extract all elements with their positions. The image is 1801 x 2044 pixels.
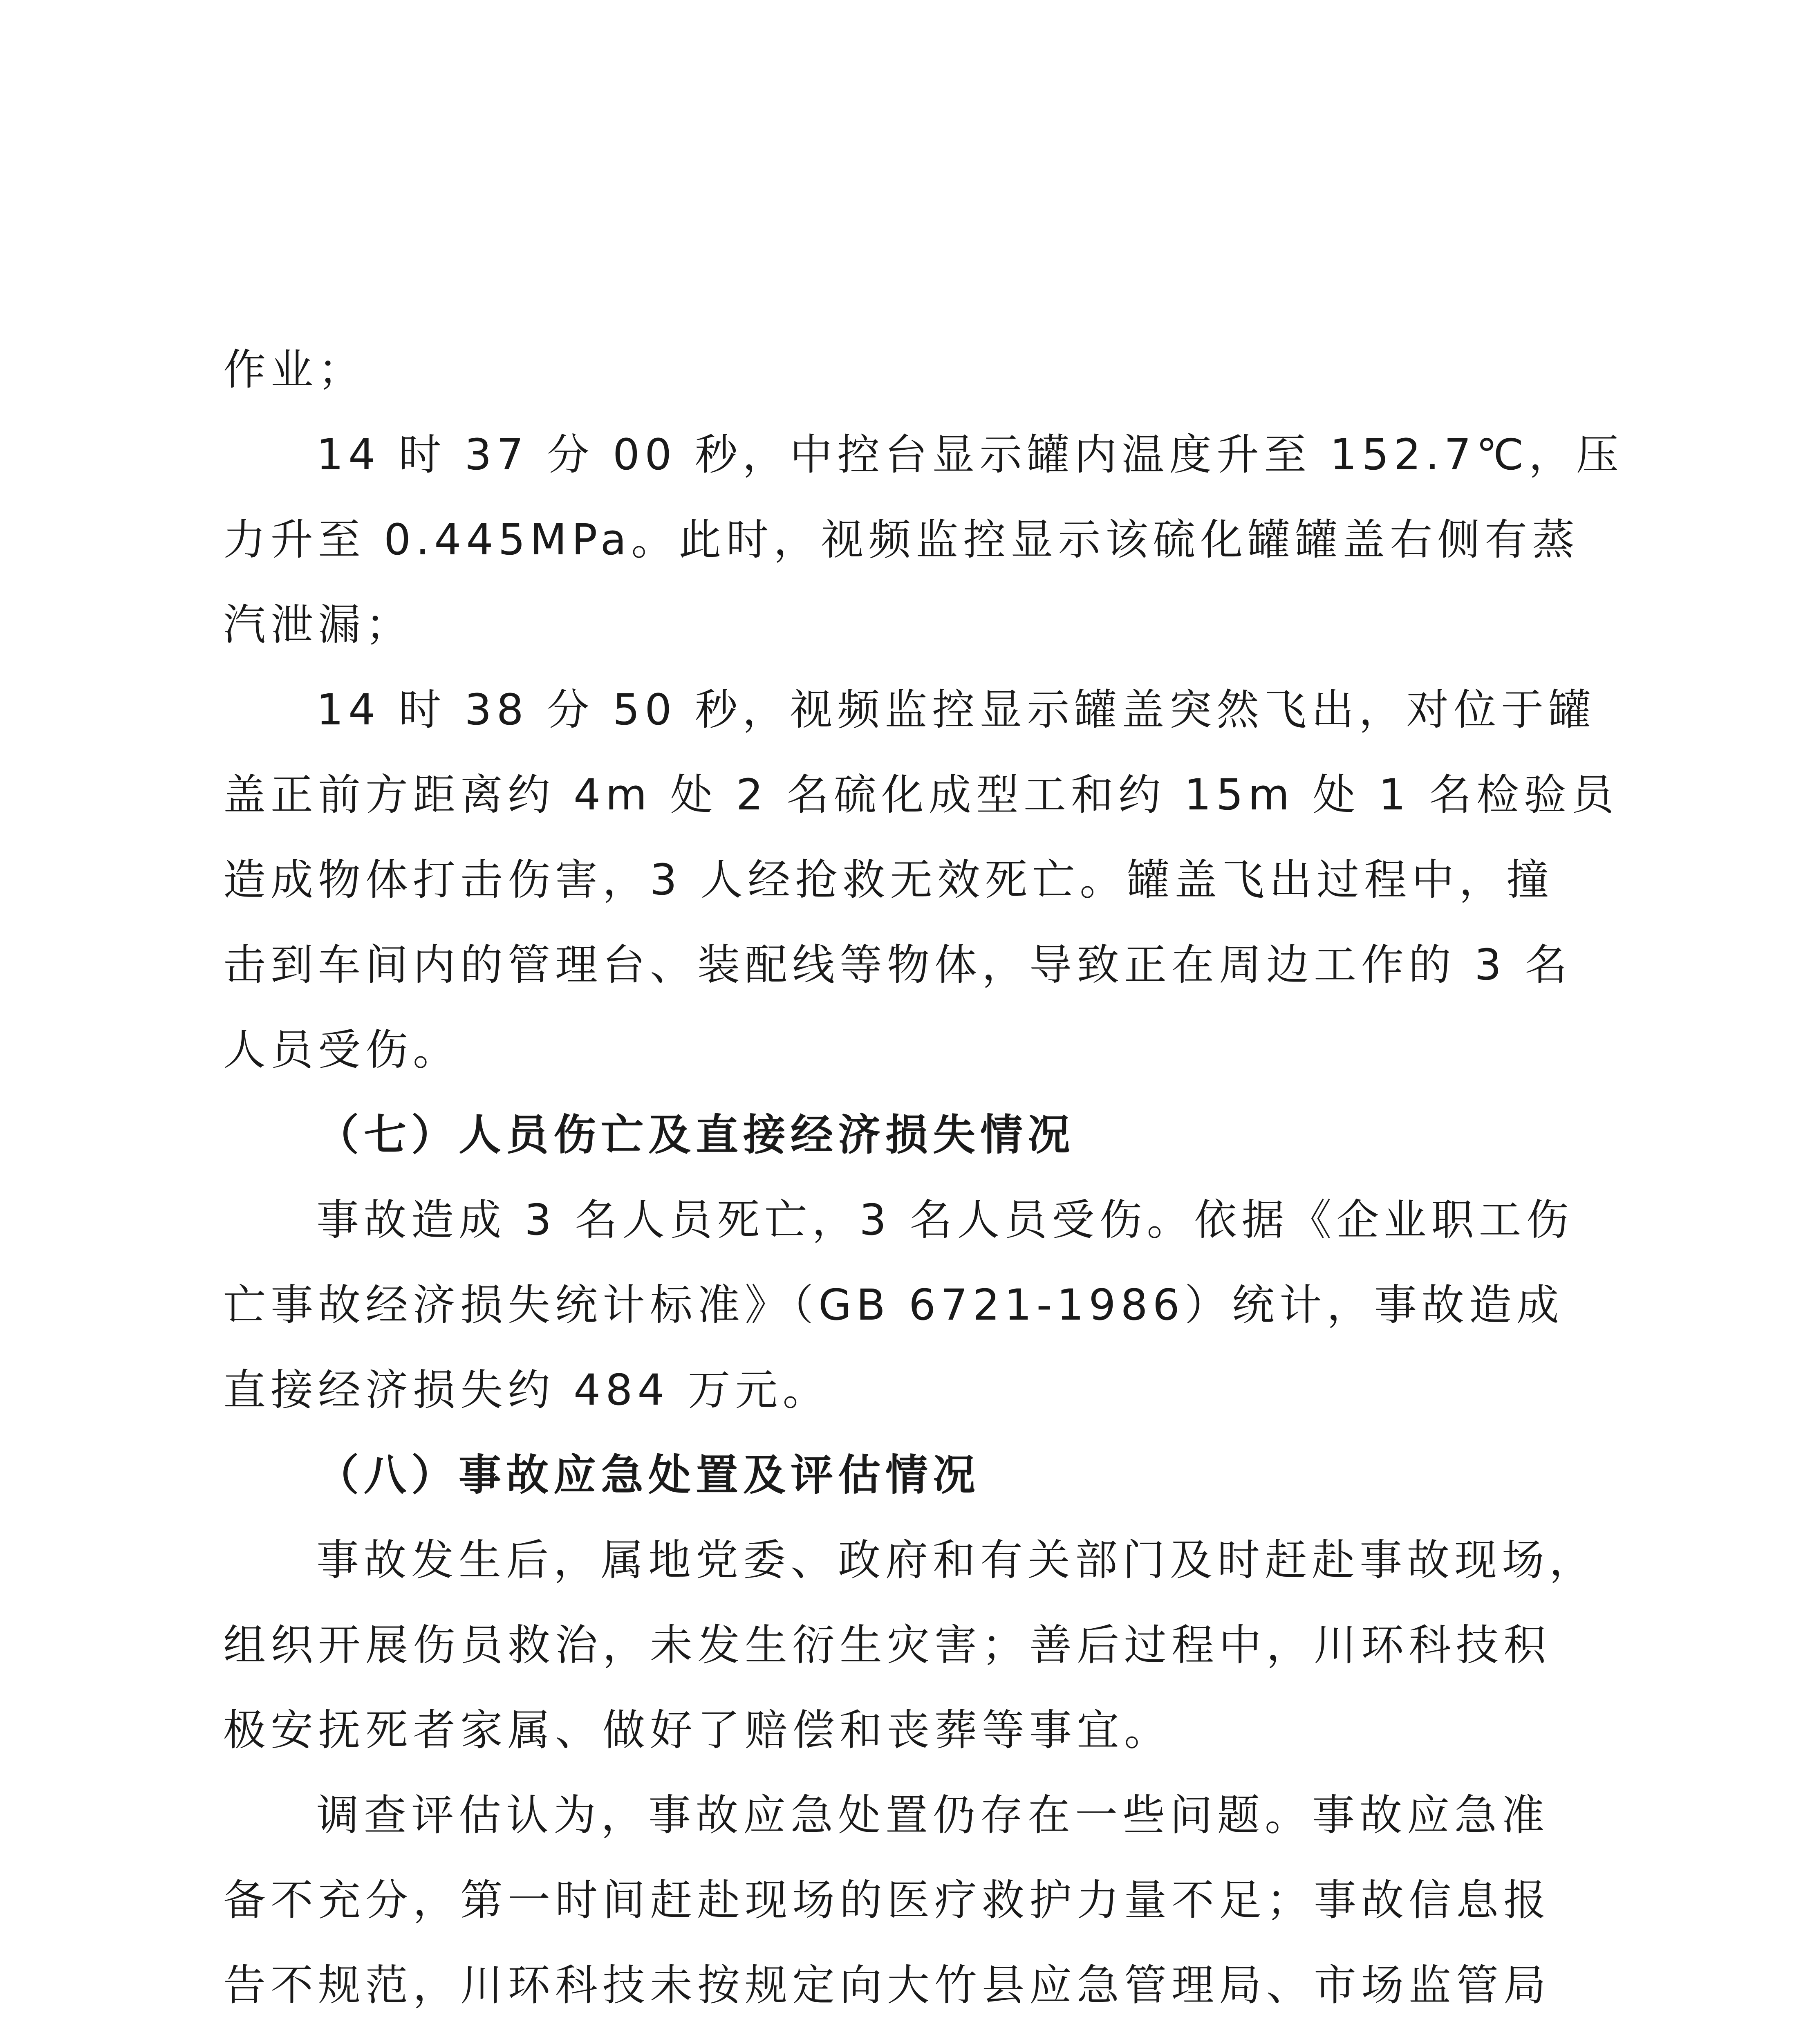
text-line: 告不规范，川环科技未按规定向大竹县应急管理局、市场监管局	[223, 1960, 1551, 2010]
text-line: 击到车间内的管理台、装配线等物体，导致正在周边工作的 3 名	[223, 940, 1573, 990]
text-line: 事故造成 3 名人员死亡，3 名人员受伤。依据《企业职工伤	[316, 1195, 1574, 1245]
text-line: 作业；	[223, 345, 366, 394]
text-line: 盖正前方距离约 4m 处 2 名硫化成型工和约 15m 处 1 名检验员	[223, 770, 1619, 820]
text-line: 造成物体打击伤害，3 人经抢救无效死亡。罐盖飞出过程中，撞	[223, 855, 1554, 905]
section-heading-7: （七）人员伤亡及直接经济损失情况	[316, 1110, 1075, 1160]
text-line: 备不充分，第一时间赶赴现场的医疗救护力量不足；事故信息报	[223, 1875, 1551, 1925]
text-line: 调查评估认为，事故应急处置仍存在一些问题。事故应急准	[316, 1790, 1550, 1840]
text-line: 组织开展伤员救治，未发生衍生灾害；善后过程中，川环科技积	[223, 1620, 1551, 1670]
text-line: 极安抚死者家属、做好了赔偿和丧葬等事宜。	[223, 1705, 1172, 1755]
text-line	[223, 2028, 1580, 2044]
body-text	[223, 327, 1624, 2044]
text-line: 直接经济损失约 484 万元。	[223, 1365, 830, 1415]
text-line: 14 时 38 分 50 秒，视频监控显示罐盖突然飞出，对位于罐	[316, 685, 1596, 735]
text-line: 14 时 37 分 00 秒，中控台显示罐内温度升至 152.7℃，压	[316, 430, 1624, 480]
text-line: 亡事故经济损失统计标准》（GB 6721-1986）统计，事故造成	[223, 1280, 1564, 1330]
section-heading-8: （八）事故应急处置及评估情况	[316, 1450, 981, 1500]
text-line: 事故发生后，属地党委、政府和有关部门及时赶赴事故现场，	[316, 1535, 1597, 1585]
text-line: 力升至 0.445MPa。此时，视频监控显示该硫化罐罐盖右侧有蒸	[223, 515, 1580, 565]
text-line: 汽泄漏；	[223, 600, 413, 650]
text-line: 人员受伤。	[223, 1025, 461, 1075]
